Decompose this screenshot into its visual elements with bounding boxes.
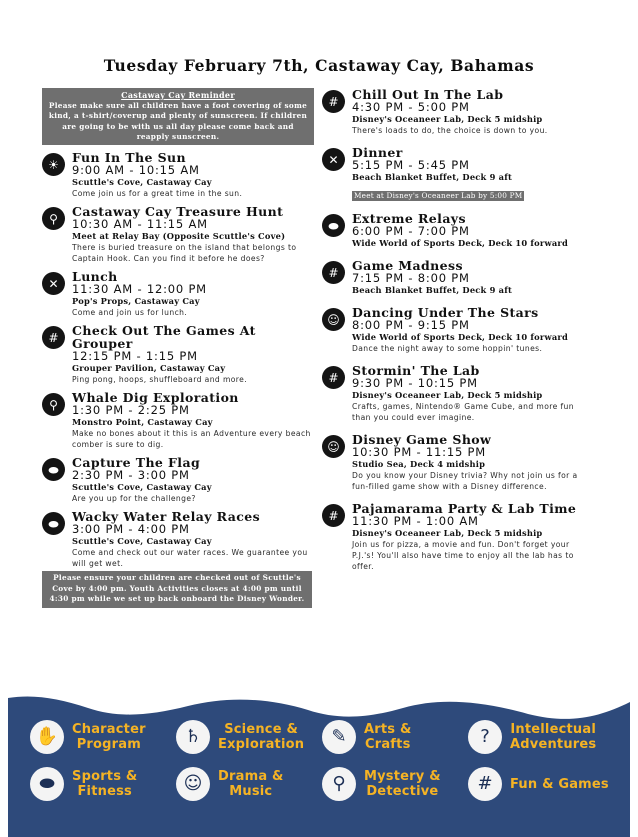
event-title: Whale Dig Exploration: [72, 390, 239, 405]
event-time: 10:30 AM - 11:15 AM: [72, 217, 208, 231]
question-mark-icon: ?: [468, 720, 502, 754]
right-event-list: [322, 88, 594, 572]
legend-item: [30, 767, 137, 801]
football-icon: ⬬: [322, 214, 345, 237]
event-description: Crafts, games, Nintendo® Game Cube, and more fun than you could ever imagine.: [352, 402, 574, 422]
legend-label: Fun & Games: [510, 776, 609, 792]
tic-tac-toe-icon: #: [42, 326, 65, 349]
event-item: [322, 88, 594, 136]
event-time: 11:30 AM - 12:00 PM: [72, 282, 207, 296]
event-location: Studio Sea, Deck 4 midship: [352, 459, 486, 469]
event-location: Disney's Oceaneer Lab, Deck 5 midship: [352, 114, 543, 124]
event-item: [42, 205, 314, 264]
event-item: [42, 151, 314, 199]
event-description: Dance the night away to some hoppin' tunes.: [352, 344, 543, 353]
event-title: Capture The Flag: [72, 455, 201, 470]
palette-icon: ✎: [322, 720, 356, 754]
event-title: Lunch: [72, 269, 118, 284]
event-time: 5:15 PM - 5:45 PM: [352, 158, 470, 172]
legend-item: [468, 767, 609, 801]
tic-tac-toe-icon: #: [322, 90, 345, 113]
event-description: There's loads to do, the choice is down to you.: [352, 126, 548, 135]
event-time: 3:00 PM - 4:00 PM: [72, 522, 190, 536]
football-icon: ⬬: [42, 512, 65, 535]
event-title: Castaway Cay Treasure Hunt: [72, 204, 284, 219]
event-description: Come and join us for lunch.: [72, 308, 188, 317]
event-description: There is buried treasure on the island that belongs to Captain Hook. Can you find it before he does?: [72, 243, 297, 263]
event-location: Beach Blanket Buffet, Deck 9 aft: [352, 285, 513, 295]
event-description: Come join us for a great time in the sun.: [72, 189, 243, 198]
reminder-title: Castaway Cay Reminder: [121, 90, 235, 100]
event-time: 11:30 PM - 1:00 AM: [352, 514, 479, 528]
event-location: Monstro Point, Castaway Cay: [72, 417, 213, 427]
event-item: [322, 212, 594, 249]
event-item: [42, 391, 314, 450]
event-time: 4:30 PM - 5:00 PM: [352, 100, 470, 114]
tic-tac-toe-icon: #: [322, 261, 345, 284]
football-icon: ⬬: [42, 458, 65, 481]
drama-masks-icon: ☺: [322, 308, 345, 331]
event-item: [42, 324, 314, 385]
event-time: 2:30 PM - 3:00 PM: [72, 468, 190, 482]
page-title: Tuesday February 7th, Castaway Cay, Bahamas: [103, 56, 535, 75]
event-item: [322, 502, 594, 572]
event-item: [42, 270, 314, 318]
event-title: Chill Out In The Lab: [352, 87, 504, 102]
planet-icon: ♄: [176, 720, 210, 754]
event-item: [42, 510, 314, 569]
event-location: Grouper Pavilion, Castaway Cay: [72, 363, 226, 373]
event-time: 9:30 PM - 10:15 PM: [352, 376, 478, 390]
event-description: Make no bones about it this is an Adventure every beach comber is sure to dig.: [72, 429, 311, 449]
tic-tac-toe-icon: #: [322, 366, 345, 389]
sun-icon: ☀: [42, 153, 65, 176]
event-title: Wacky Water Relay Races: [72, 509, 261, 524]
legend-item: [176, 767, 284, 801]
event-location: Scuttle's Cove, Castaway Cay: [72, 482, 212, 492]
magnifier-icon: ⚲: [322, 767, 356, 801]
event-item: [322, 433, 594, 492]
event-title: Stormin' The Lab: [352, 363, 480, 378]
event-location: Scuttle's Cove, Castaway Cay: [72, 536, 212, 546]
event-title: Fun In The Sun: [72, 150, 186, 165]
legend-item: [322, 720, 412, 754]
left-column: [42, 88, 314, 608]
legend-item: [322, 767, 441, 801]
legend-label: Drama & Music: [218, 769, 284, 799]
legend-item: [30, 720, 146, 754]
event-time: 12:15 PM - 1:15 PM: [72, 349, 198, 363]
event-title: Pajamarama Party & Lab Time: [352, 501, 577, 516]
event-location: Scuttle's Cove, Castaway Cay: [72, 177, 212, 187]
reminder-notice: [42, 88, 314, 145]
magnifier-icon: ⚲: [42, 393, 65, 416]
checkout-notice: Please ensure your children are checked out of Scuttle's Cove by 4:00 pm. Youth Activities closes at 4:00 pm until 4:30 pm while we set up back onboard the Disney Wonder.: [42, 571, 312, 608]
event-title: Check Out The Games At Grouper: [72, 323, 256, 351]
event-title: Game Madness: [352, 258, 463, 273]
drama-masks-icon: ☺: [322, 435, 345, 458]
event-item: [42, 456, 314, 504]
event-time: 9:00 AM - 10:15 AM: [72, 163, 200, 177]
wave-decoration: [8, 688, 630, 837]
event-item: [322, 146, 594, 202]
legend-label: Mystery & Detective: [364, 769, 441, 799]
event-time: 7:15 PM - 8:00 PM: [352, 271, 470, 285]
event-title: Dinner: [352, 145, 403, 160]
legend-label: Intellectual Adventures: [510, 722, 597, 752]
event-title: Extreme Relays: [352, 211, 466, 226]
activity-legend: [8, 688, 630, 837]
event-location: Disney's Oceaneer Lab, Deck 5 midship: [352, 390, 543, 400]
legend-label: Arts & Crafts: [364, 722, 412, 752]
event-location: Disney's Oceaneer Lab, Deck 5 midship: [352, 528, 543, 538]
reminder-text: Please make sure all children have a foot covering of some kind, a t-shirt/coverup and plenty of sunscreen. If children are going to be with us all day please come back and reapply sunscreen.: [48, 100, 308, 141]
event-title: Disney Game Show: [352, 432, 492, 447]
event-time: 8:00 PM - 9:15 PM: [352, 318, 470, 332]
right-column: [322, 88, 594, 580]
legend-label: Science & Exploration: [218, 722, 305, 752]
meet-notice: Meet at Disney's Oceaneer Lab by 5:00 PM: [354, 191, 523, 200]
tic-tac-toe-icon: #: [468, 767, 502, 801]
event-time: 10:30 PM - 11:15 PM: [352, 445, 486, 459]
event-description: Ping pong, hoops, shuffleboard and more.: [72, 375, 248, 384]
event-location: Wide World of Sports Deck, Deck 10 forward: [352, 332, 568, 342]
legend-item: [176, 720, 304, 754]
legend-label: Sports & Fitness: [72, 769, 138, 799]
football-icon: ⬬: [30, 767, 64, 801]
event-location: Wide World of Sports Deck, Deck 10 forward: [352, 238, 568, 248]
event-description: Are you up for the challenge?: [72, 494, 196, 503]
event-description: Come and check out our water races. We guarantee you will get wet.: [72, 548, 308, 568]
legend-item: [468, 720, 596, 754]
event-description: Do you know your Disney trivia? Why not join us for a fun-filled game show with a Disney difference.: [352, 471, 578, 491]
event-time: 6:00 PM - 7:00 PM: [352, 224, 470, 238]
drama-masks-icon: ☺: [176, 767, 210, 801]
legend-label: Character Program: [72, 722, 146, 752]
character-hand-icon: ✋: [30, 720, 64, 754]
event-item: [322, 306, 594, 354]
left-event-list: [42, 151, 314, 569]
event-item: [322, 259, 594, 296]
event-location: Meet at Relay Bay (Opposite Scuttle's Cove): [72, 231, 286, 241]
fork-knife-icon: ✕: [322, 148, 345, 171]
event-title: Dancing Under The Stars: [352, 305, 539, 320]
event-time: 1:30 PM - 2:25 PM: [72, 403, 190, 417]
event-item: [322, 364, 594, 423]
magnifier-icon: ⚲: [42, 207, 65, 230]
tic-tac-toe-icon: #: [322, 504, 345, 527]
event-location: Beach Blanket Buffet, Deck 9 aft: [352, 172, 513, 182]
fork-knife-icon: ✕: [42, 272, 65, 295]
event-location: Pop's Props, Castaway Cay: [72, 296, 200, 306]
event-description: Join us for pizza, a movie and fun. Don't forget your P.J.'s! You'll also have time to enjoy all the lab has to offer.: [352, 540, 574, 571]
